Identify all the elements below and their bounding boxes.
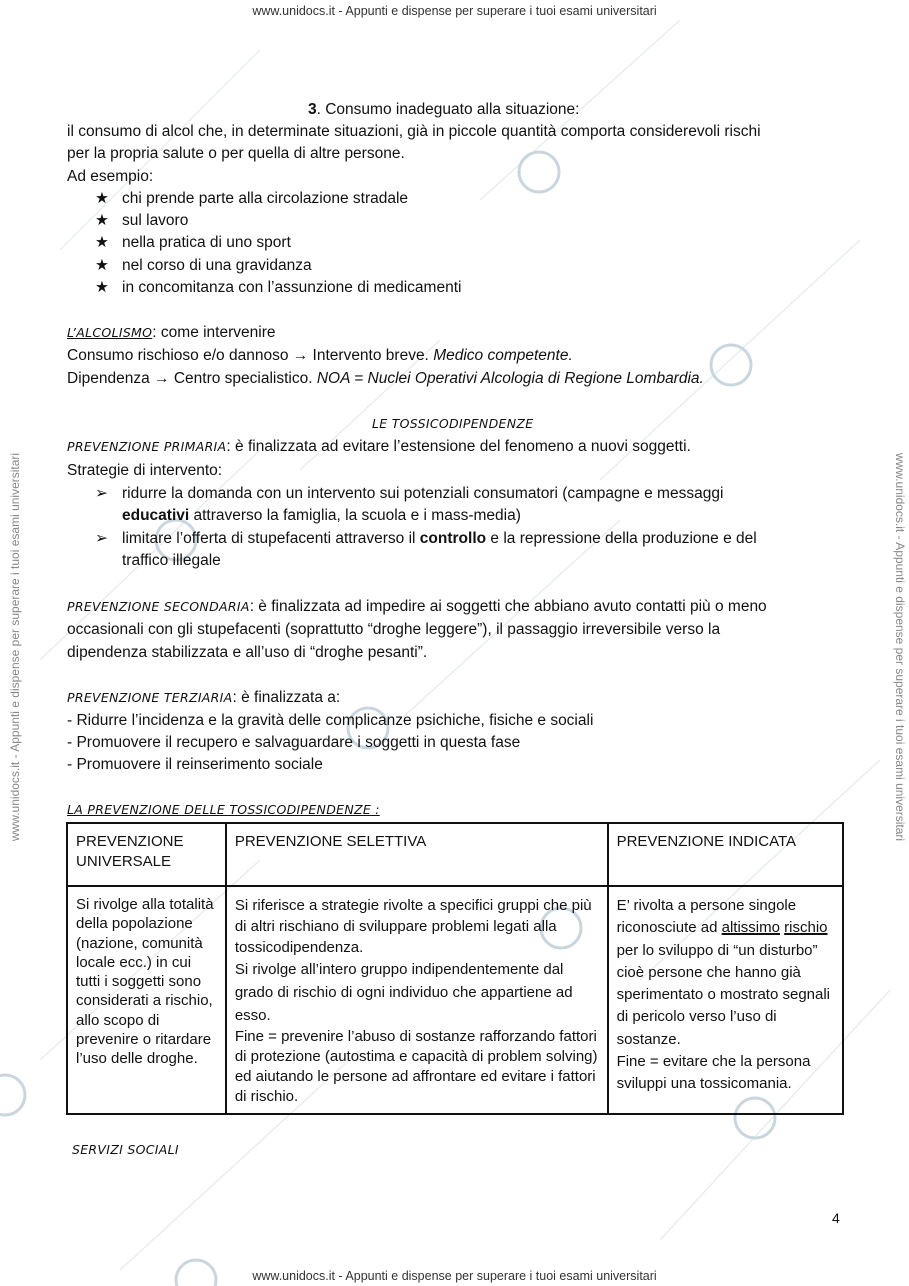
star-icon: ★ bbox=[95, 234, 109, 251]
table-header-cell: PREVENZIONE INDICATA bbox=[608, 823, 843, 886]
section-3-heading bbox=[308, 100, 579, 120]
paragraph-line: Dipendenza → Centro specialistico. NOA = Nuclei Operativi Alcologia di Regione Lombardia. bbox=[67, 370, 704, 387]
watermark-right: www.unidocs.it - Appunti e dispense per superare i tuoi esami universitari bbox=[893, 452, 907, 842]
star-icon: ★ bbox=[95, 212, 109, 229]
table-header-cell: PREVENZIONE SELETTIVA bbox=[226, 823, 608, 886]
watermark-bottom: www.unidocs.it - Appunti e dispense per superare i tuoi esami universitari bbox=[252, 1269, 657, 1283]
list-item: ★ chi prende parte alla circolazione stradale bbox=[95, 190, 409, 207]
section-title: LE TOSSICODIPENDENZE bbox=[372, 416, 534, 431]
star-icon: ★ bbox=[95, 190, 109, 207]
table-header-cell: PREVENZIONE UNIVERSALE bbox=[67, 823, 226, 886]
list-item: - Promuovere il recupero e salvaguardare i soggetti in questa fase bbox=[67, 734, 521, 751]
paragraph-line: dipendenza stabilizzata e all’uso di “droghe pesanti”. bbox=[67, 644, 428, 661]
paragraph-line: per la propria salute o per quella di altre persone. bbox=[67, 145, 405, 162]
table-row bbox=[67, 886, 843, 1114]
list-item: - Promuovere il reinserimento sociale bbox=[67, 756, 323, 773]
star-icon: ★ bbox=[95, 257, 109, 274]
section-title: SERVIZI SOCIALI bbox=[72, 1142, 179, 1157]
paragraph-line: occasionali con gli stupefacenti (soprattutto “droghe leggere”), il passaggio irreversibile verso la bbox=[67, 621, 721, 638]
arrow-icon: ➢ bbox=[95, 485, 108, 502]
list-item: ➢ limitare l’offerta di stupefacenti attraverso il controllo e la repressione della produzione e del bbox=[95, 530, 757, 547]
table-cell: Si riferisce a strategie rivolte a specifici gruppi che più di altri rischiano di sviluppare problemi legati alla tossicodipendenza. Si rivolge all’intero gruppo indipendentemente dal grado di rischio di ogni individuo che appartiene ad esso. Fine = prevenire l’abuso di sostanze rafforzando fattori di protezione (autostima e capacità di problem solving) ed aiutando le persone ad affrontare ed evitare i fattori di rischio. bbox=[226, 886, 608, 1114]
alcolismo-heading: L’ALCOLISMO: come intervenire bbox=[67, 324, 276, 341]
list-item: ★ sul lavoro bbox=[95, 212, 189, 229]
section-title: . Consumo inadeguato alla situazione: bbox=[316, 101, 580, 118]
arrow-icon: ➢ bbox=[95, 530, 108, 547]
alcolismo-title: L’ALCOLISMO bbox=[67, 325, 153, 340]
prevention-table bbox=[66, 822, 844, 1115]
label-terziaria: PREVENZIONE TERZIARIA bbox=[67, 690, 233, 705]
section-number: 3 bbox=[308, 101, 317, 118]
paragraph-line: Strategie di intervento: bbox=[67, 462, 223, 479]
list-item: ➢ ridurre la domanda con un intervento sui potenziali consumatori (campagne e messaggi bbox=[95, 485, 724, 502]
example-label: Ad esempio: bbox=[67, 168, 154, 185]
paragraph-line: PREVENZIONE PRIMARIA: è finalizzata ad evitare l’estensione del fenomeno a nuovi soggetti. bbox=[67, 438, 691, 455]
label-secondaria: PREVENZIONE SECONDARIA bbox=[67, 599, 250, 614]
paragraph-line: Consumo rischioso e/o dannoso → Intervento breve. Medico competente. bbox=[67, 347, 573, 364]
star-icon: ★ bbox=[95, 279, 109, 296]
paragraph-line: PREVENZIONE TERZIARIA: è finalizzata a: bbox=[67, 689, 341, 706]
paragraph-line: il consumo di alcol che, in determinate situazioni, già in piccole quantità comporta considerevoli rischi bbox=[67, 123, 761, 140]
list-item-continued: traffico illegale bbox=[122, 552, 221, 569]
list-item-continued: educativi attraverso la famiglia, la scuola e i mass-media) bbox=[122, 507, 521, 524]
label-primaria: PREVENZIONE PRIMARIA bbox=[67, 439, 227, 454]
watermark-top: www.unidocs.it - Appunti e dispense per superare i tuoi esami universitari bbox=[252, 4, 657, 18]
table-cell: E’ rivolta a persone singole riconosciute ad altissimo rischio per lo sviluppo di “un disturbo” cioè persone che hanno già sperimentato o mostrato segnali di pericolo verso l’uso di sostanze. Fine = evitare che la persona sviluppi una tossicomania. bbox=[608, 886, 843, 1114]
watermark-left: www.unidocs.it - Appunti e dispense per superare i tuoi esami universitari bbox=[8, 452, 22, 842]
paragraph-line: PREVENZIONE SECONDARIA: è finalizzata ad impedire ai soggetti che abbiano avuto contatti più o meno bbox=[67, 598, 767, 615]
table-title: LA PREVENZIONE DELLE TOSSICODIPENDENZE : bbox=[67, 802, 380, 817]
list-item: ★ nella pratica di uno sport bbox=[95, 234, 291, 251]
list-item: ★ nel corso di una gravidanza bbox=[95, 257, 312, 274]
page-number: 4 bbox=[832, 1210, 840, 1226]
table-header-row bbox=[67, 823, 843, 886]
list-item: - Ridurre l’incidenza e la gravità delle complicanze psichiche, fisiche e sociali bbox=[67, 712, 594, 729]
list-item: ★ in concomitanza con l’assunzione di medicamenti bbox=[95, 279, 462, 296]
table-cell: Si rivolge alla totalità della popolazione (nazione, comunità locale ecc.) in cui tutti i soggetti sono considerati a rischio, allo scopo di prevenire o ritardare l’uso delle droghe. bbox=[67, 886, 226, 1114]
